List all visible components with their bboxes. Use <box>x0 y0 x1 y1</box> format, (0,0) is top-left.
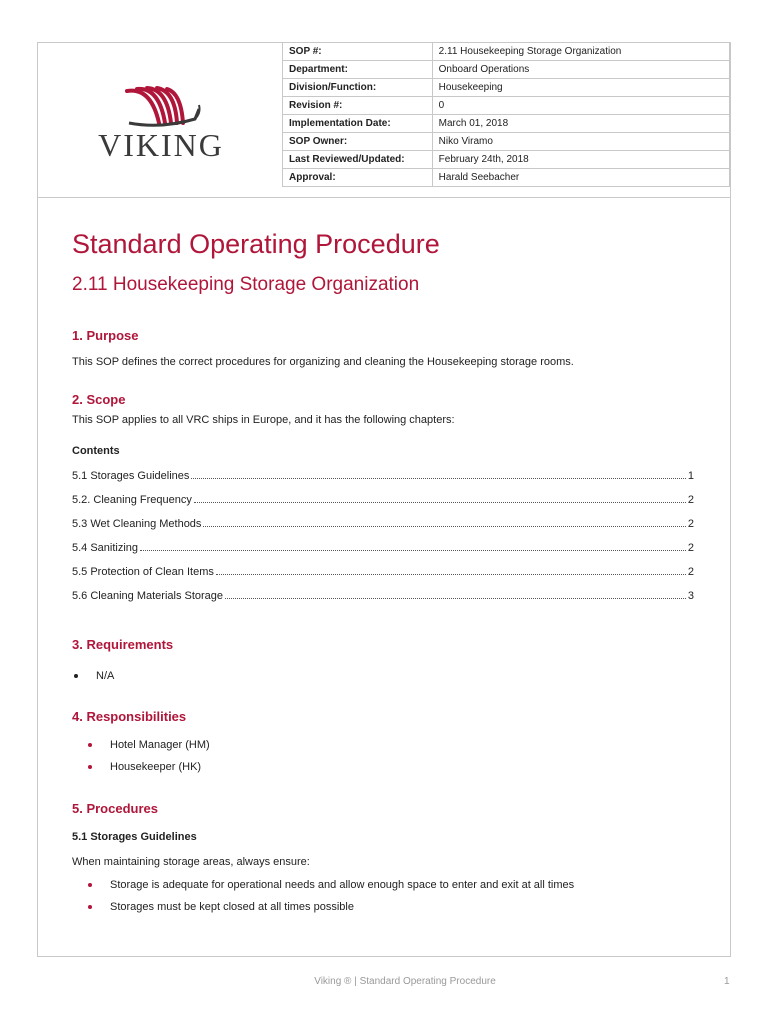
meta-row <box>283 169 730 187</box>
bullet-icon <box>88 905 92 909</box>
toc-item-label: 5.3 Wet Cleaning Methods <box>72 518 202 530</box>
list-item-text: Storage is adequate for operational needs and allow enough space to enter and exit at all times <box>110 879 575 891</box>
meta-key: SOP Owner: <box>283 133 433 151</box>
meta-row <box>283 79 730 97</box>
procedures-intro: When maintaining storage areas, always ensure: <box>72 856 310 868</box>
purpose-text: This SOP defines the correct procedures for organizing and cleaning the Housekeeping storage rooms. <box>72 356 574 368</box>
meta-row <box>283 43 730 61</box>
meta-key: Department: <box>283 61 433 79</box>
meta-row <box>283 97 730 115</box>
meta-value: 2.11 Housekeeping Storage Organization <box>432 43 729 61</box>
toc-item-label: 5.2. Cleaning Frequency <box>72 494 192 506</box>
viking-ship-icon <box>121 83 203 129</box>
toc-item-page: 2 <box>687 542 694 554</box>
list-item-text: Housekeeper (HK) <box>110 761 202 773</box>
scope-heading: 2. Scope <box>72 392 126 407</box>
toc-item-label: 5.6 Cleaning Materials Storage <box>72 590 224 602</box>
list-item <box>88 901 354 913</box>
list-item <box>88 879 574 891</box>
doc-title: Standard Operating Procedure <box>72 229 440 259</box>
toc-item[interactable] <box>72 469 694 483</box>
toc-leader <box>194 493 686 503</box>
meta-key: SOP #: <box>283 43 433 61</box>
toc-item-page: 2 <box>687 566 694 578</box>
toc-item-page: 3 <box>687 590 694 602</box>
meta-key: Division/Function: <box>283 79 433 97</box>
page-number: 1 <box>724 976 730 987</box>
meta-value: Harald Seebacher <box>432 169 729 187</box>
bullet-icon <box>74 674 78 678</box>
meta-key: Revision #: <box>283 97 433 115</box>
logo-text: VIKING <box>98 127 224 163</box>
procedures-heading: 5. Procedures <box>72 801 158 816</box>
bullet-icon <box>88 765 92 769</box>
list-item <box>74 670 114 682</box>
list-item-text: Hotel Manager (HM) <box>110 739 210 751</box>
meta-row <box>283 133 730 151</box>
meta-value: Niko Viramo <box>432 133 729 151</box>
toc-item[interactable] <box>72 565 694 579</box>
toc-item[interactable] <box>72 493 694 507</box>
toc-item-page: 2 <box>687 518 694 530</box>
meta-key: Last Reviewed/Updated: <box>283 151 433 169</box>
meta-value: Housekeeping <box>432 79 729 97</box>
meta-row <box>283 115 730 133</box>
header-row <box>38 43 730 198</box>
meta-value: 0 <box>432 97 729 115</box>
purpose-heading: 1. Purpose <box>72 328 139 343</box>
scope-text: This SOP applies to all VRC ships in Europe, and it has the following chapters: <box>72 414 455 426</box>
doc-subtitle: 2.11 Housekeeping Storage Organization <box>72 274 420 295</box>
meta-row <box>283 151 730 169</box>
meta-value: February 24th, 2018 <box>432 151 729 169</box>
meta-key: Approval: <box>283 169 433 187</box>
meta-value: March 01, 2018 <box>432 115 729 133</box>
toc-item-label: 5.5 Protection of Clean Items <box>72 566 214 578</box>
toc-leader <box>203 517 685 527</box>
meta-key: Implementation Date: <box>283 115 433 133</box>
toc-leader <box>216 565 686 575</box>
logo <box>38 43 282 197</box>
requirements-heading: 3. Requirements <box>72 637 174 652</box>
footer-text: Viking ® | Standard Operating Procedure <box>314 976 496 987</box>
toc-item-page: 1 <box>687 470 694 482</box>
sop-meta-table <box>282 42 730 187</box>
procedures-subheading: 5.1 Storages Guidelines <box>72 831 197 843</box>
toc-leader <box>140 541 686 551</box>
toc-item[interactable] <box>72 517 694 531</box>
list-item-text: N/A <box>96 670 115 682</box>
list-item <box>88 739 210 751</box>
toc-item[interactable] <box>72 541 694 555</box>
toc-item[interactable] <box>72 589 694 603</box>
toc-item-page: 2 <box>687 494 694 506</box>
list-item <box>88 761 201 773</box>
bullet-icon <box>88 743 92 747</box>
responsibilities-heading: 4. Responsibilities <box>72 709 187 724</box>
toc-item-label: 5.4 Sanitizing <box>72 542 139 554</box>
meta-value: Onboard Operations <box>432 61 729 79</box>
contents-heading: Contents <box>72 445 120 457</box>
toc-item-label: 5.1 Storages Guidelines <box>72 470 190 482</box>
meta-row <box>283 61 730 79</box>
bullet-icon <box>88 883 92 887</box>
list-item-text: Storages must be kept closed at all times possible <box>110 901 354 913</box>
toc-leader <box>225 589 686 599</box>
toc-leader <box>191 469 685 479</box>
